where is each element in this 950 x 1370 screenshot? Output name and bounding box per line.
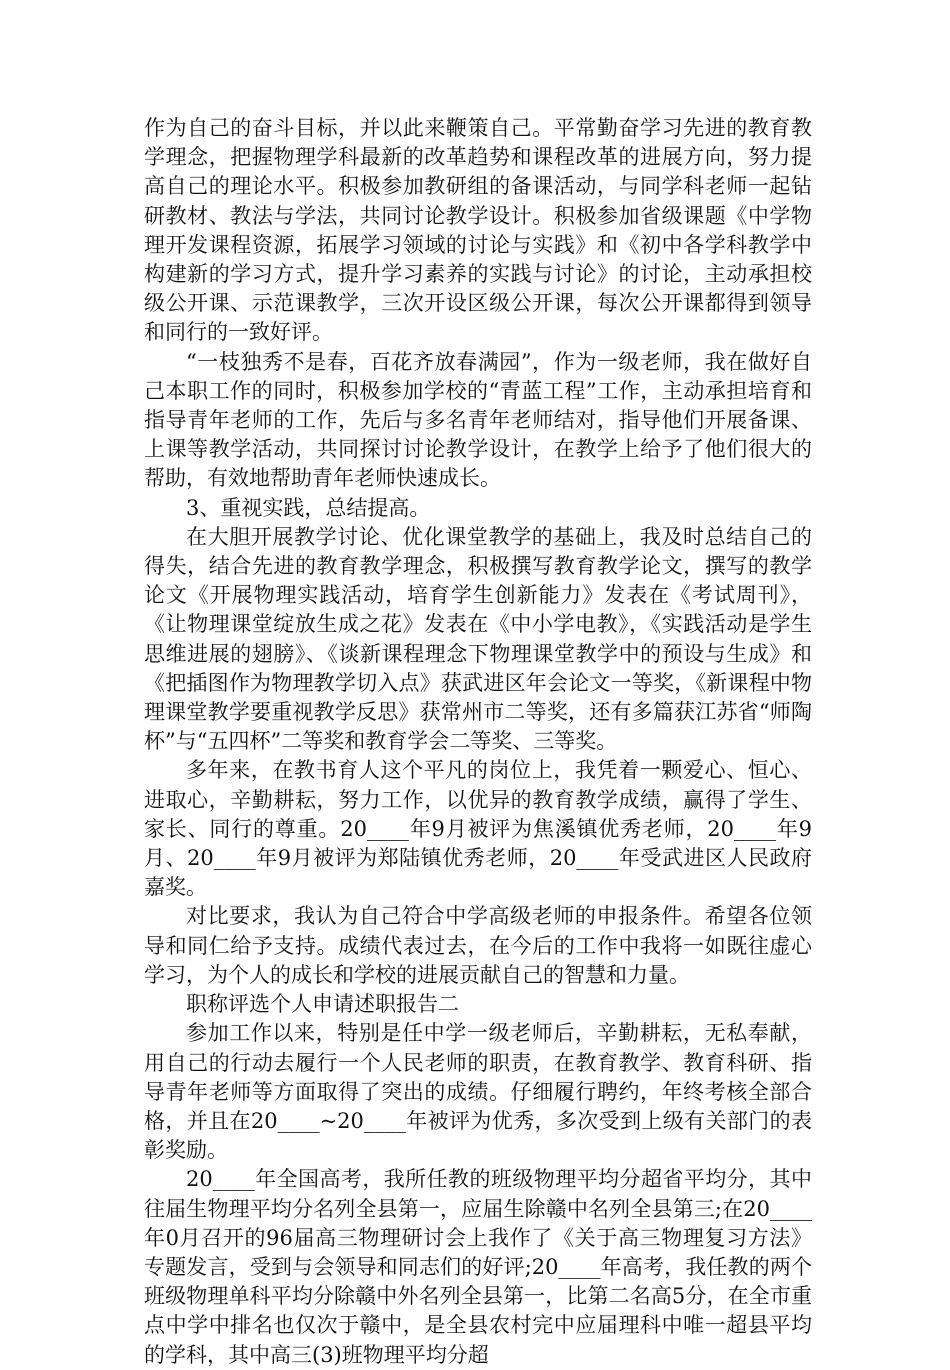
paragraph-5: 多年来，在教书育人这个平凡的岗位上，我凭着一颗爱心、恒心、进取心，辛勤耕耘，努力工作，以优异的教育教学成绩，赢得了学生、家长、同行的尊重。20____年9月被评为焦溪镇优秀老师，20____年9月、20____年9月被评为郑陆镇优秀老师，20____年受武进区人民政府嘉奖。 — [144, 758, 812, 900]
paragraph-1: 作为自己的奋斗目标，并以此来鞭策自己。平常勤奋学习先进的教育教学理念，把握物理学科最新的改革趋势和课程改革的进展方向，努力提高自己的理论水平。积极参加教研组的备课活动，与同学科老师一起钻研教材、教法与学法，共同讨论教学设计。积极参加省级课题《中学物理开发课程资源，拓展学习领域的讨论与实践》和《初中各学科教学中构建新的学习方式，提升学习素养的实践与讨论》的讨论，主动承担校级公开课、示范课教学，三次开设区级公开课，每次公开课都得到领导和同行的一致好评。 — [144, 116, 812, 345]
document-page — [144, 114, 812, 1370]
paragraph-8: 参加工作以来，特别是任中学一级老师后，辛勤耕耘，无私奉献，用自己的行动去履行一个人民老师的职责，在教育教学、教育科研、指导青年老师等方面取得了突出的成绩。仔细履行聘约，年终考核全部合格，并且在20____~20____年被评为优秀，多次受到上级有关部门的表彰奖励。 — [144, 1021, 812, 1163]
paragraph-2: “一枝独秀不是春，百花齐放春满园”，作为一级老师，我在做好自己本职工作的同时，积极参加学校的“青蓝工程”工作，主动承担培育和指导青年老师的工作，先后与多名青年老师结对，指导他们开展备课、上课等教学活动，共同探讨讨论教学设计，在教学上给予了他们很大的帮助，有效地帮助青年老师快速成长。 — [144, 349, 812, 491]
paragraph-6: 对比要求，我认为自己符合中学高级老师的申报条件。希望各位领导和同仁给予支持。成绩代表过去，在今后的工作中我将一如既往虚心学习，为个人的成长和学校的进展贡献自己的智慧和力量。 — [144, 904, 812, 987]
report-title-2: 职称评选个人申请述职报告二 — [186, 992, 459, 1017]
section-heading-3: 3、重视实践，总结提高。 — [186, 495, 431, 520]
paragraph-9: 20____年全国高考，我所任教的班级物理平均分超省平均分，其中往届生物理平均分名列全县第一，应届生除赣中名列全县第三;在20____年0月召开的96届高三物理研讨会上我作了《关于高三物理复习方法》专题发言，受到与会领导和同志们的好评;20____年高考，我任教的两个班级物理单科平均分除赣中外名列全县第一，比第二名高5分，在全市重点中学中排名也仅次于赣中，是全县农村完中应届理科中唯一超县平均的学科，其中高三(3)班物理平均分超 — [144, 1167, 812, 1367]
paragraph-4: 在大胆开展教学讨论、优化课堂教学的基础上，我及时总结自己的得失，结合先进的教育教学理念，积极撰写教育教学论文，撰写的教学论文《开展物理实践活动，培育学生创新能力》发表在《考试周刊》，《让物理课堂绽放生成之花》发表在《中小学电教》，《实践活动是学生思维进展的翅膀》、《谈新课程理念下物理课堂教学中的预设与生成》和《把插图作为物理教学切入点》获武进区年会论文一等奖，《新课程中物理课堂教学要重视教学反思》获常州市二等奖，还有多篇获江苏省“师陶杯”与“五四杯”二等奖和教育学会二等奖、三等奖。 — [144, 524, 812, 754]
